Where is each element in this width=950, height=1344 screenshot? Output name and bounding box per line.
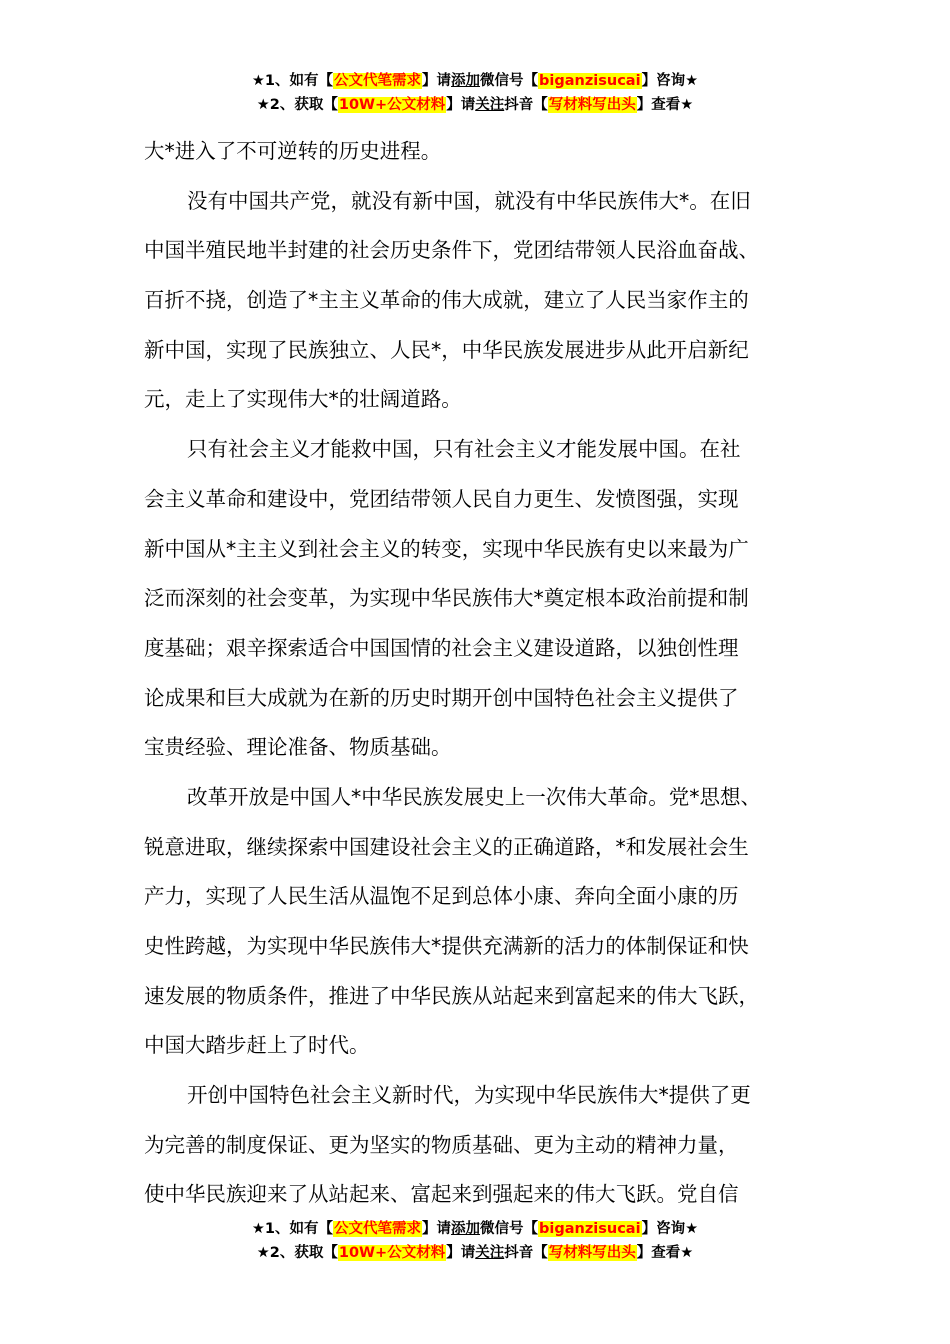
footer-line-2 xyxy=(0,1241,950,1265)
footer-line-2-mid2: 抖音【 xyxy=(504,1245,548,1261)
body-line: 速发展的物质条件，推进了中华民族从站起来到富起来的伟大飞跃， xyxy=(144,983,759,1008)
paragraph-first-line: 只有社会主义才能救中国，只有社会主义才能发展中国。在社 xyxy=(187,437,741,462)
body-line: 新中国从*主主义到社会主义的转变，实现中华民族有史以来最为广 xyxy=(144,536,749,561)
highlight-materials: 10W+公文材料 xyxy=(338,97,446,113)
body-line: 新中国，实现了民族独立、人民*，中华民族发展进步从此开启新纪 xyxy=(144,337,749,362)
header-line-2-prefix: ★2、获取【 xyxy=(256,97,338,113)
highlight-wechat-id: biganzisucai xyxy=(539,1221,641,1237)
footer-line-1-suffix: 】咨询★ xyxy=(641,1221,699,1237)
body-line: 百折不挠，创造了*主主义革命的伟大成就，建立了人民当家作主的 xyxy=(144,288,749,313)
header-line-1-suffix: 】咨询★ xyxy=(641,73,699,89)
highlight-wechat-id: biganzisucai xyxy=(539,73,641,89)
underlined-word: 关注 xyxy=(475,97,505,113)
highlight-service: 公文代笔需求 xyxy=(334,1221,422,1237)
body-line: 史性跨越，为实现中华民族伟大*提供充满新的活力的体制保证和快 xyxy=(144,934,749,958)
header-line-1-prefix: ★1、如有【 xyxy=(251,73,334,89)
underlined-word: 添加 xyxy=(451,73,481,89)
body-line: 中国半殖民地半封建的社会历史条件下，党团结带领人民浴血奋战、 xyxy=(144,238,759,263)
body-line: 为完善的制度保证、更为坚实的物质基础、更为主动的精神力量， xyxy=(144,1132,739,1157)
highlight-douyin-account: 写材料写出头 xyxy=(548,1245,636,1261)
header-line-1-mid: 】请 xyxy=(422,73,452,89)
body-line: 会主义革命和建设中，党团结带领人民自力更生、发愤图强，实现 xyxy=(144,486,739,511)
body-line: 使中华民族迎来了从站起来、富起来到强起来的伟大飞跃。党自信 xyxy=(144,1182,739,1207)
paragraph-first-line: 改革开放是中国人*中华民族发展史上一次伟大革命。党*思想、 xyxy=(187,784,761,809)
header-line-1-mid2: 微信号【 xyxy=(480,73,539,89)
body-line: 中国大踏步赶上了时代。 xyxy=(144,1033,370,1058)
header-line-2 xyxy=(0,93,950,117)
paragraph-first-line: 开创中国特色社会主义新时代，为实现中华民族伟大*提供了更 xyxy=(187,1083,751,1108)
footer-line-1-mid: 】请 xyxy=(422,1221,452,1237)
body-line: 度基础；艰辛探索适合中国国情的社会主义建设道路，以独创性理 xyxy=(144,635,739,660)
footer-line-2-mid: 】请 xyxy=(446,1245,476,1261)
highlight-materials: 10W+公文材料 xyxy=(338,1245,446,1261)
footer-banner xyxy=(0,1217,950,1265)
highlight-douyin-account: 写材料写出头 xyxy=(548,97,636,113)
header-line-2-suffix: 】查看★ xyxy=(636,97,694,113)
paragraph-first-line: 没有中国共产党，就没有新中国，就没有中华民族伟大*。在旧 xyxy=(187,188,751,213)
body-line: 大*进入了不可逆转的历史进程。 xyxy=(144,139,442,163)
footer-line-1-prefix: ★1、如有【 xyxy=(251,1221,334,1237)
underlined-word: 关注 xyxy=(475,1245,505,1261)
footer-line-1-mid2: 微信号【 xyxy=(480,1221,539,1237)
header-banner xyxy=(0,69,950,117)
body-line: 宝贵经验、理论准备、物质基础。 xyxy=(144,735,452,760)
body-line: 锐意进取，继续探索中国建设社会主义的正确道路，*和发展社会生 xyxy=(144,834,749,859)
highlight-service: 公文代笔需求 xyxy=(334,73,422,89)
body-line: 产力，实现了人民生活从温饱不足到总体小康、奔向全面小康的历 xyxy=(144,884,739,909)
body-line: 元，走上了实现伟大*的壮阔道路。 xyxy=(144,387,462,412)
body-line: 泛而深刻的社会变革，为实现中华民族伟大*奠定根本政治前提和制 xyxy=(144,586,749,611)
footer-line-2-prefix: ★2、获取【 xyxy=(256,1245,338,1261)
header-line-2-mid2: 抖音【 xyxy=(504,97,548,113)
footer-line-1 xyxy=(0,1217,950,1241)
document-body xyxy=(144,127,832,1220)
underlined-word: 添加 xyxy=(451,1221,481,1237)
body-line: 论成果和巨大成就为在新的历史时期开创中国特色社会主义提供了 xyxy=(144,685,739,710)
header-line-2-mid: 】请 xyxy=(446,97,476,113)
footer-line-2-suffix: 】查看★ xyxy=(636,1245,694,1261)
header-line-1 xyxy=(0,69,950,93)
